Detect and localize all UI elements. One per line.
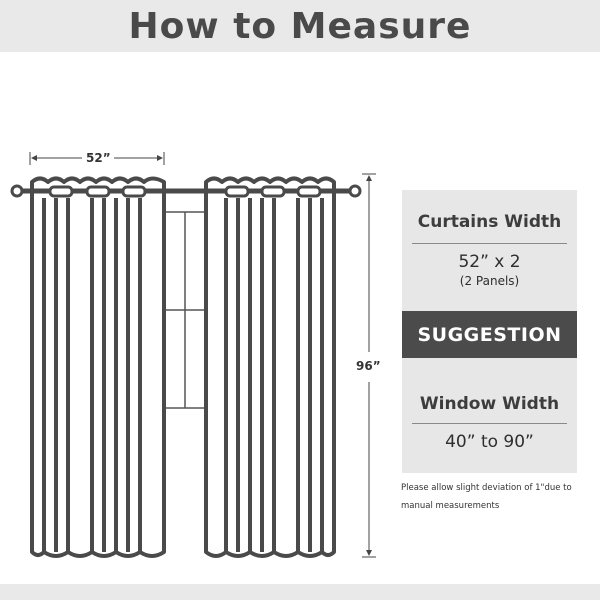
left-curtain-panel xyxy=(32,179,164,557)
divider xyxy=(412,243,567,244)
right-curtain-panel xyxy=(206,179,334,557)
curtains-width-sub: (2 Panels) xyxy=(459,274,520,288)
curtains-width-heading: Curtains Width xyxy=(417,212,562,232)
grommet-icon xyxy=(226,187,248,196)
suggestion-band xyxy=(402,311,577,358)
grommet-icon xyxy=(123,187,145,196)
window-width-value: 40” to 90” xyxy=(445,432,534,452)
grommet-icon xyxy=(262,187,284,196)
right-finial xyxy=(350,186,360,196)
window-width-heading: Window Width xyxy=(419,394,560,414)
bottom-banner xyxy=(0,584,600,600)
length-dimension-label: 96” xyxy=(356,359,381,373)
deviation-note: Please allow slight deviation of 1"due to manual measurements xyxy=(401,483,572,511)
divider xyxy=(412,423,567,424)
curtains-width-value: 52” x 2 xyxy=(458,252,521,272)
left-grommets xyxy=(50,187,145,196)
width-dimension-label: 52” xyxy=(86,151,111,165)
suggestion-label: SUGGESTION xyxy=(417,323,562,346)
grommet-icon xyxy=(298,187,320,196)
grommet-icon xyxy=(87,187,109,196)
window-frame xyxy=(164,212,206,408)
left-finial xyxy=(12,186,22,196)
grommet-icon xyxy=(50,187,72,196)
right-grommets xyxy=(226,187,320,196)
page-title: How to Measure xyxy=(128,5,472,47)
